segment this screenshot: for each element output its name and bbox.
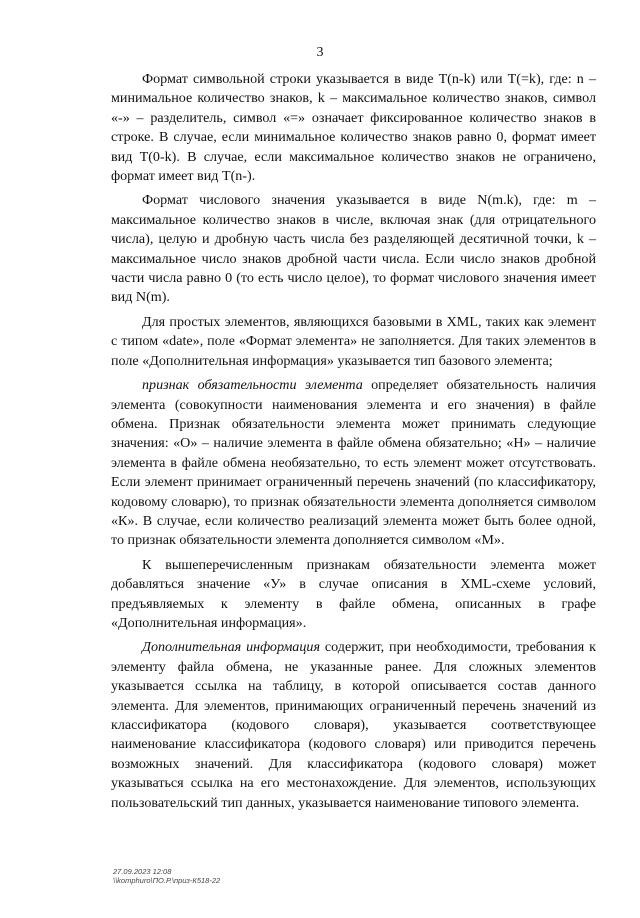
paragraph-text: определяет обязательность наличия элемента (совокупности наименования элемента и его значения) в файле обмена. Признак обязательности элемента может принимать следующие значения: «О» – наличие элемента в файле обмена обязательно; «Н» – наличие элемента в файле обмена необязательно, то есть элемент может отсутствовать. Если элемент принимает ограниченный перечень значений (по классификатору, кодовому словарю), то признак обязательности элемента дополняется символом «К». В случае, если количество реализаций элемента может быть более одной, то признак обязательности элемента дополняется символом «М».	[111, 377, 596, 549]
page-number: 3	[316, 45, 324, 60]
paragraph-text: содержит, при необходимости, требования к элементу файла обмена, не указанные ранее. Для сложных элементов указывается ссылка на таблицу, в которой описывается состав данного элемента. Для элементов, принимающих ограниченный перечень значений из классификатора (кодового словаря), указывается соответствующее наименование классификатора (кодового словаря) или приводится перечень возможных значений. Для классификатора (кодового словаря) может указываться ссылка на его местонахождение. Для элементов, использующих пользовательский тип данных, указывается наименование типового элемента.	[111, 639, 596, 811]
footer-file-path: \\komphuro\ПО.Р.\приз-К518-22	[113, 876, 221, 885]
paragraph-condition-value	[111, 556, 596, 634]
footer-timestamp: 27.09.2023 12:08	[113, 867, 172, 876]
document-body	[111, 70, 596, 818]
paragraph-base-elements	[111, 313, 596, 371]
italic-term: Дополнительная информация	[142, 639, 320, 656]
paragraph-required-attribute	[111, 376, 596, 551]
paragraph-number-format	[111, 191, 596, 307]
paragraph-text: Формат символьной строки указывается в виде T(n-k) или T(=k), где: n – минимальное количество знаков, k – максимальное количество знаков, символ «-» – разделитель, символ «=» означает фиксированное количество знаков в строке. В случае, если минимальное количество знаков равно 0, формат имеет вид T(0-k). В случае, если максимальное количество знаков не ограничено, формат имеет вид T(n-).	[111, 71, 596, 185]
paragraph-text: К вышеперечисленным признакам обязательности элемента может добавляться значение «У» в случае описания в XML-схеме условий, предъявляемых к элементу в файле обмена, описанных в графе «Дополнительная информация».	[111, 556, 596, 631]
paragraph-additional-info	[111, 638, 596, 813]
paragraph-text: Для простых элементов, являющихся базовыми в XML, таких как элемент с типом «date», поле «Формат элемента» не заполняется. Для таких элементов в поле «Дополнительная информация» указывается тип базового элемента;	[111, 313, 596, 369]
document-footer	[113, 867, 413, 885]
paragraph-string-format	[111, 70, 596, 186]
paragraph-text: Формат числового значения указывается в виде N(m.k), где: m – максимальное количество знаков в числе, включая знак (для отрицательного числа), целую и дробную часть числа без разделяющей десятичной точки, k – максимальное число знаков дробной части числа. Если число знаков дробной части числа равно 0 (то есть число целое), то формат числового значения имеет вид N(m).	[111, 192, 596, 306]
italic-term: признак обязательности элемента	[142, 377, 363, 394]
